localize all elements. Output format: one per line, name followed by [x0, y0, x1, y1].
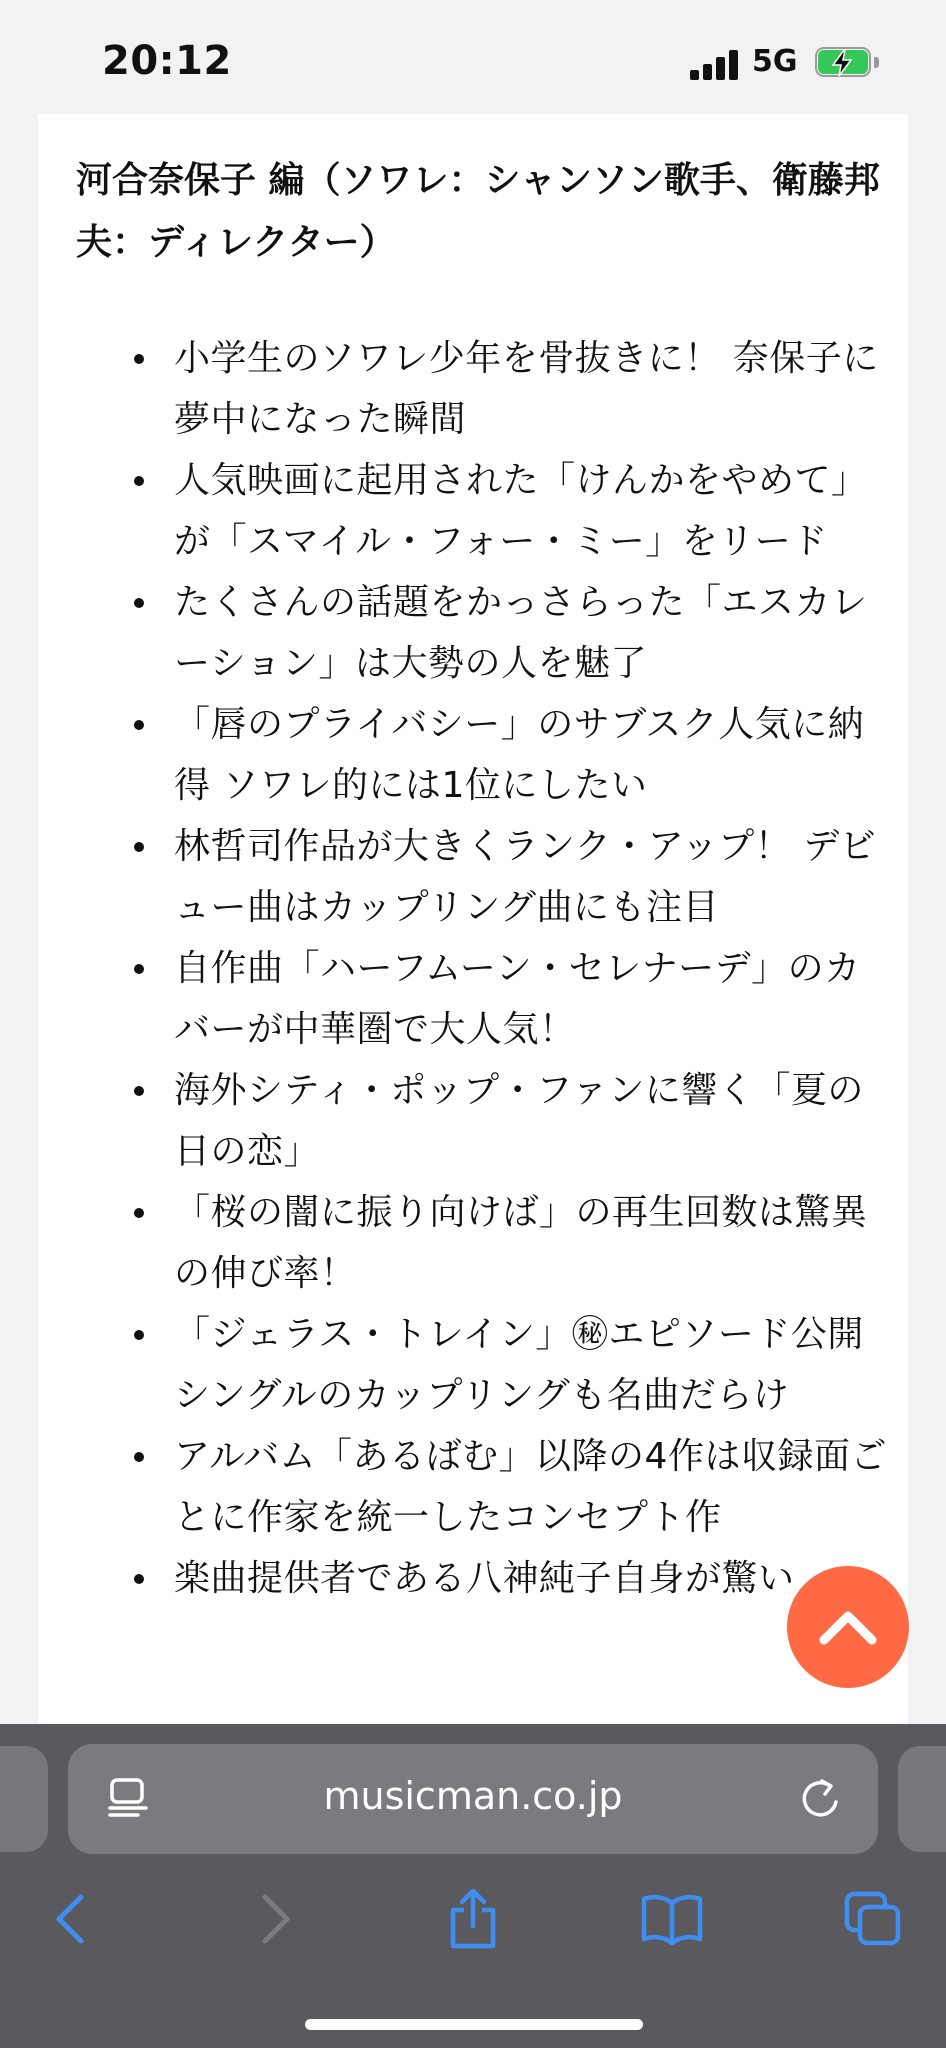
tabs-icon [844, 1891, 902, 1947]
browser-toolbar [0, 1724, 946, 2048]
article-list [38, 328, 894, 1609]
home-indicator[interactable] [305, 2019, 643, 2030]
network-type: 5G [752, 44, 798, 79]
status-bar [0, 0, 946, 112]
back-chevron-icon [51, 1893, 91, 1945]
status-time: 20:12 [102, 38, 232, 84]
battery-charging-icon [815, 47, 879, 79]
list-item: 林哲司作品が大きくランク・アップ！ デビュー曲はカップリング曲にも注目 [174, 816, 894, 938]
list-item: 人気映画に起用された「けんかをやめて」が「スマイル・フォー・ミー」をリード [174, 450, 894, 572]
list-item: 「ジェラス・トレイン」㊙エピソード公開 シングルのカップリングも名曲だらけ [174, 1304, 894, 1426]
bookmarks-button[interactable] [637, 1884, 707, 1954]
list-item: 海外シティ・ポップ・ファンに響く「夏の日の恋」 [174, 1060, 894, 1182]
reload-icon[interactable] [798, 1776, 844, 1822]
url-text[interactable]: musicman.co.jp [323, 1774, 623, 1818]
list-item: 自作曲「ハーフムーン・セレナーデ」のカバーが中華圏で大人気！ [174, 938, 894, 1060]
share-button[interactable] [438, 1884, 508, 1954]
article-card [38, 114, 908, 1724]
tabs-button[interactable] [838, 1884, 908, 1954]
back-button[interactable] [36, 1884, 106, 1954]
list-item: たくさんの話題をかっさらった「エスカレーション」は大勢の人を魅了 [174, 572, 894, 694]
list-item: 小学生のソワレ少年を骨抜きに！ 奈保子に夢中になった瞬間 [174, 328, 894, 450]
cellular-signal-icon [690, 50, 738, 80]
bookmarks-icon [641, 1893, 703, 1945]
previous-tab-peek[interactable] [0, 1746, 48, 1852]
list-item: 「桜の闇に振り向けば」の再生回数は驚異の伸び率！ [174, 1182, 894, 1304]
chevron-up-icon [818, 1607, 878, 1647]
forward-button[interactable] [240, 1884, 310, 1954]
share-icon [447, 1888, 499, 1950]
list-item: 「唇のプライバシー」のサブスク人気に納得 ソワレ的には1位にしたい [174, 694, 894, 816]
address-bar[interactable] [68, 1744, 878, 1854]
forward-chevron-icon [255, 1893, 295, 1945]
list-item: 楽曲提供者である八神純子自身が驚い [174, 1548, 894, 1609]
article-heading: 河合奈保子 編（ソワレ：シャンソン歌手、衛藤邦夫：ディレクター） [76, 160, 880, 263]
next-tab-peek[interactable] [898, 1746, 946, 1852]
scroll-to-top-button[interactable] [787, 1566, 909, 1688]
list-item: アルバム「あるばむ」以降の4作は収録面ごとに作家を統一したコンセプト作 [174, 1426, 894, 1548]
